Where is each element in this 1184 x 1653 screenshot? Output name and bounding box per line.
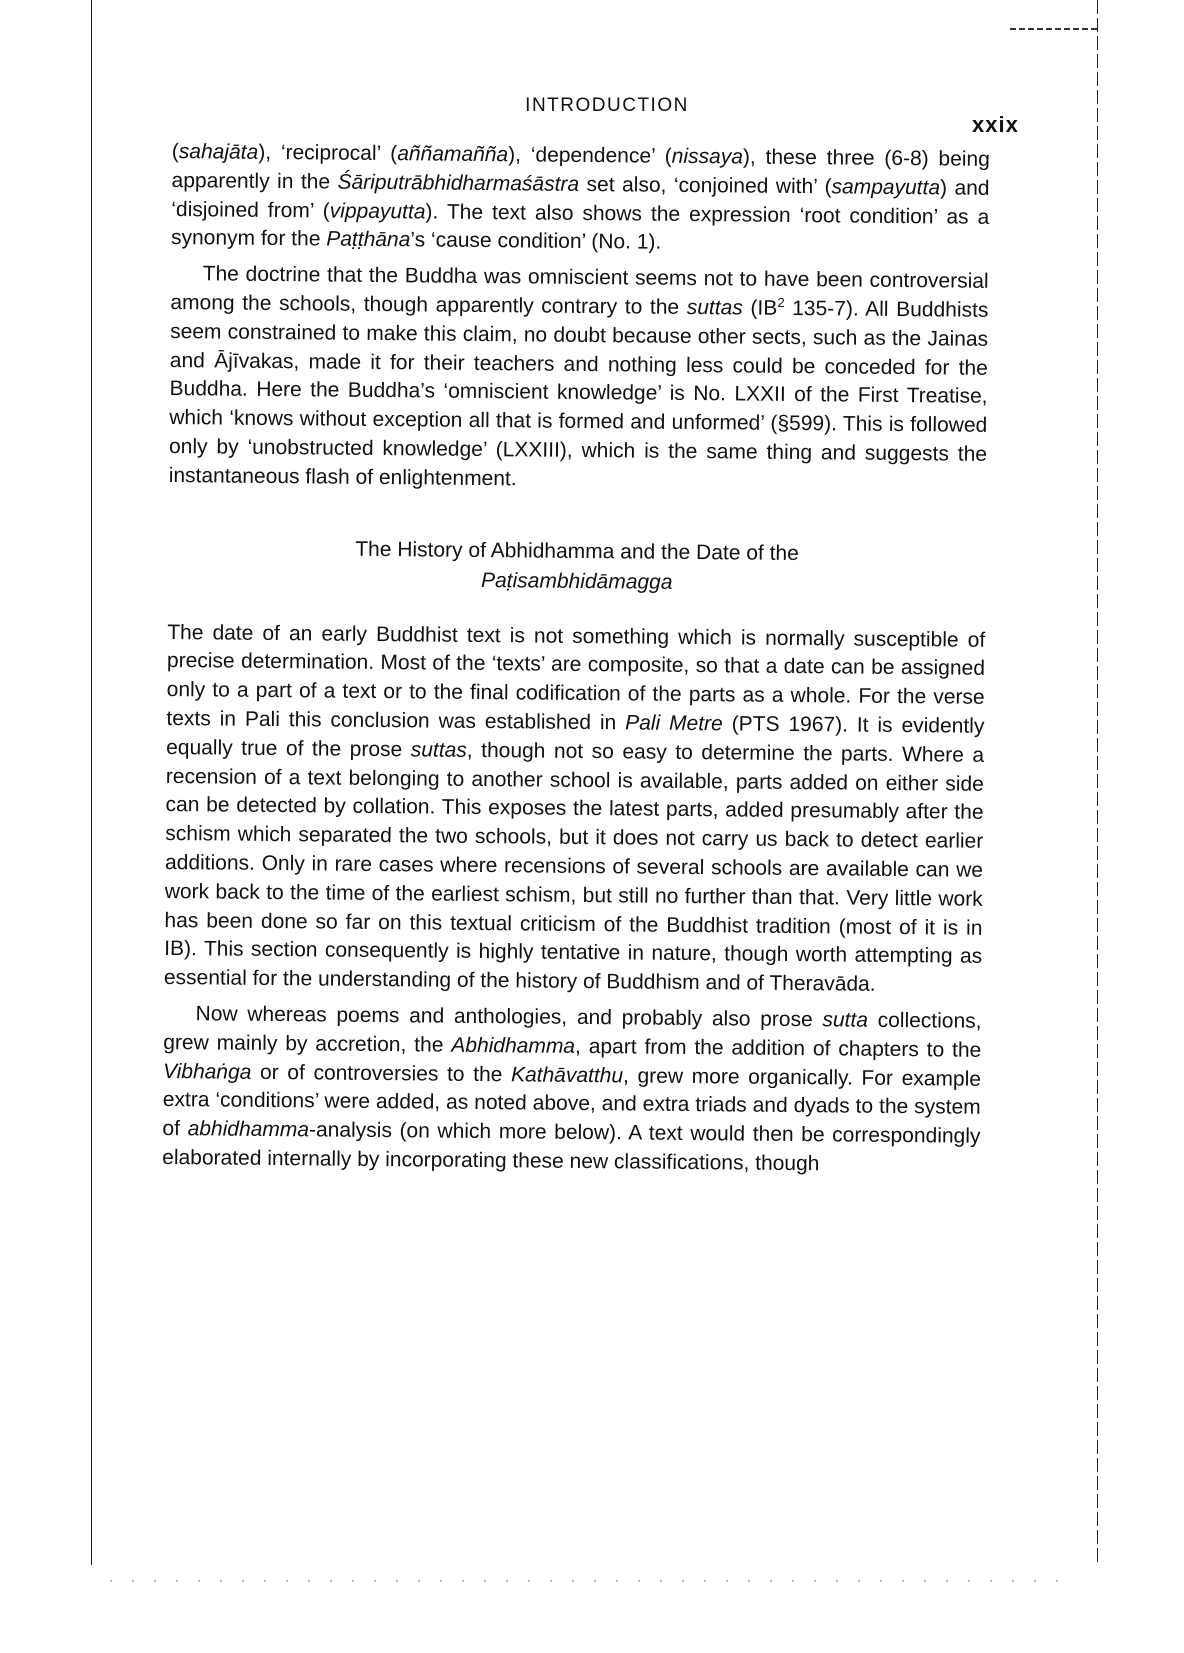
- text-run: , grew more organically. For example extra ‘conditions’ were added, as noted above, and extra triads and dyads to the system of: [162, 1063, 982, 1141]
- scan-border-right: [1097, 0, 1098, 1565]
- text-run: , though not so easy to determine the parts. Where a recension of a text belonging to another school is available, parts added on either side can be detected by collation. This exposes the latest parts, added presumably after the schism which separated the two schools, but it does not carry us back to detect earlier additions. Only in rare cases where recensions of several schools are available can we work back to the time of the earliest schism, but still no further than that. Very little work has been done so far on this textual criticism of the Buddhist tradition (most of it is in IB). This section consequently is highly tentative in nature, though worth attempting as essential for the understanding of the history of Buddhism and of Theravāda.: [163, 738, 985, 996]
- running-head-text: INTRODUCTION: [525, 95, 689, 116]
- text-run: ). The text also shows the expression ‘root condition’ as a synonym for the: [170, 200, 990, 251]
- paragraph-abhidhamma-growth: [162, 1000, 982, 1181]
- pali-term: aññamañña: [397, 142, 509, 167]
- pali-title: Abhidhamma: [451, 1033, 576, 1058]
- text-run: ) and ‘disjoined from’ (: [171, 176, 990, 223]
- superscript: 2: [777, 294, 785, 310]
- text-run: 135-7). All Buddhists seem constrained to make this claim, no doubt because other sects, such as the Jainas and Ājīvakas, made it for their teachers and nothing less could be conceded for the Buddha. Here the Buddha’s ‘omniscient knowledge’ is No. LXXII of the First Treatise, which ‘knows without exception all that is formed and unformed’ (§599). This is followed only by ‘unobstructed knowledge’ (LXXIII), which is the same thing and suggests the instantaneous flash of enlightenment.: [168, 296, 989, 491]
- text-run: -analysis (on which more below). A text would then be correspondingly elaborated internally by incorporating these new classifications, though: [162, 1118, 981, 1176]
- text-run: The date of an early Buddhist text is not something which is normally susceptible of precise determination. Most of the ‘texts’ are composite, so that a date can be assigned only to a part of a text or to the final codification of the parts as a whole. For the verse texts in Pali this conclusion was established in: [166, 620, 986, 735]
- book-title: Pali Metre: [625, 711, 723, 736]
- pali-term: sutta: [822, 1008, 869, 1032]
- pali-term: suttas: [410, 738, 467, 762]
- text-run: ), ‘dependence’ (: [508, 143, 672, 168]
- section-heading-line1: The History of Abhidhamma and the Date of the: [355, 537, 799, 565]
- pali-term: suttas: [686, 295, 743, 320]
- text-run: Now whereas poems and anthologies, and probably also prose: [195, 1002, 823, 1032]
- pali-title: Paṭṭhāna: [326, 227, 411, 252]
- text-run: ’s ‘cause condition’ (No. 1).: [410, 228, 662, 255]
- pali-term: vippayutta: [329, 199, 426, 224]
- text-run: or of controversies to the: [251, 1060, 512, 1086]
- paragraph-conditions: [171, 138, 990, 261]
- text-run: (PTS 1967). It is evidently equally true of the prose: [166, 712, 985, 762]
- section-heading-line2: Paṭisambhidāmagga: [480, 568, 673, 594]
- pali-term: sahajāta: [178, 140, 259, 164]
- scan-artifact-top: [1010, 28, 1098, 30]
- text-run: set also, ‘conjoined with’ (: [579, 172, 832, 199]
- sanskrit-title: Śāriputrābhidharmaśāstra: [337, 170, 580, 196]
- text-run: ), these three (6-8) being apparently in the: [171, 145, 990, 194]
- pali-title: Kathāvatthu: [510, 1062, 624, 1087]
- text-run: , apart from the addition of chapters to the: [574, 1034, 982, 1062]
- text-run: (: [171, 139, 179, 164]
- pali-term: sampayutta: [831, 175, 941, 200]
- body-text: [162, 138, 990, 1181]
- paragraph-dating: [164, 619, 986, 1001]
- pali-term: abhidhamma: [187, 1117, 310, 1142]
- text-run: The doctrine that the Buddha was omniscient seems not to have been controversial among the schools, though apparently contrary to the: [170, 262, 989, 319]
- pali-term: nissaya: [671, 144, 744, 169]
- scan-artifact-bottom: [110, 1580, 1070, 1582]
- section-heading: [168, 533, 987, 601]
- paragraph-omniscience: [169, 260, 989, 498]
- pali-title: Vibhaṅga: [162, 1059, 252, 1084]
- text-run: ), ‘reciprocal’ (: [258, 140, 398, 166]
- text-run: collections, grew mainly by accretion, the: [163, 1008, 982, 1057]
- scan-border-left: [91, 0, 92, 1565]
- page-number: xxix: [972, 112, 1019, 137]
- text-run: (IB: [742, 296, 778, 320]
